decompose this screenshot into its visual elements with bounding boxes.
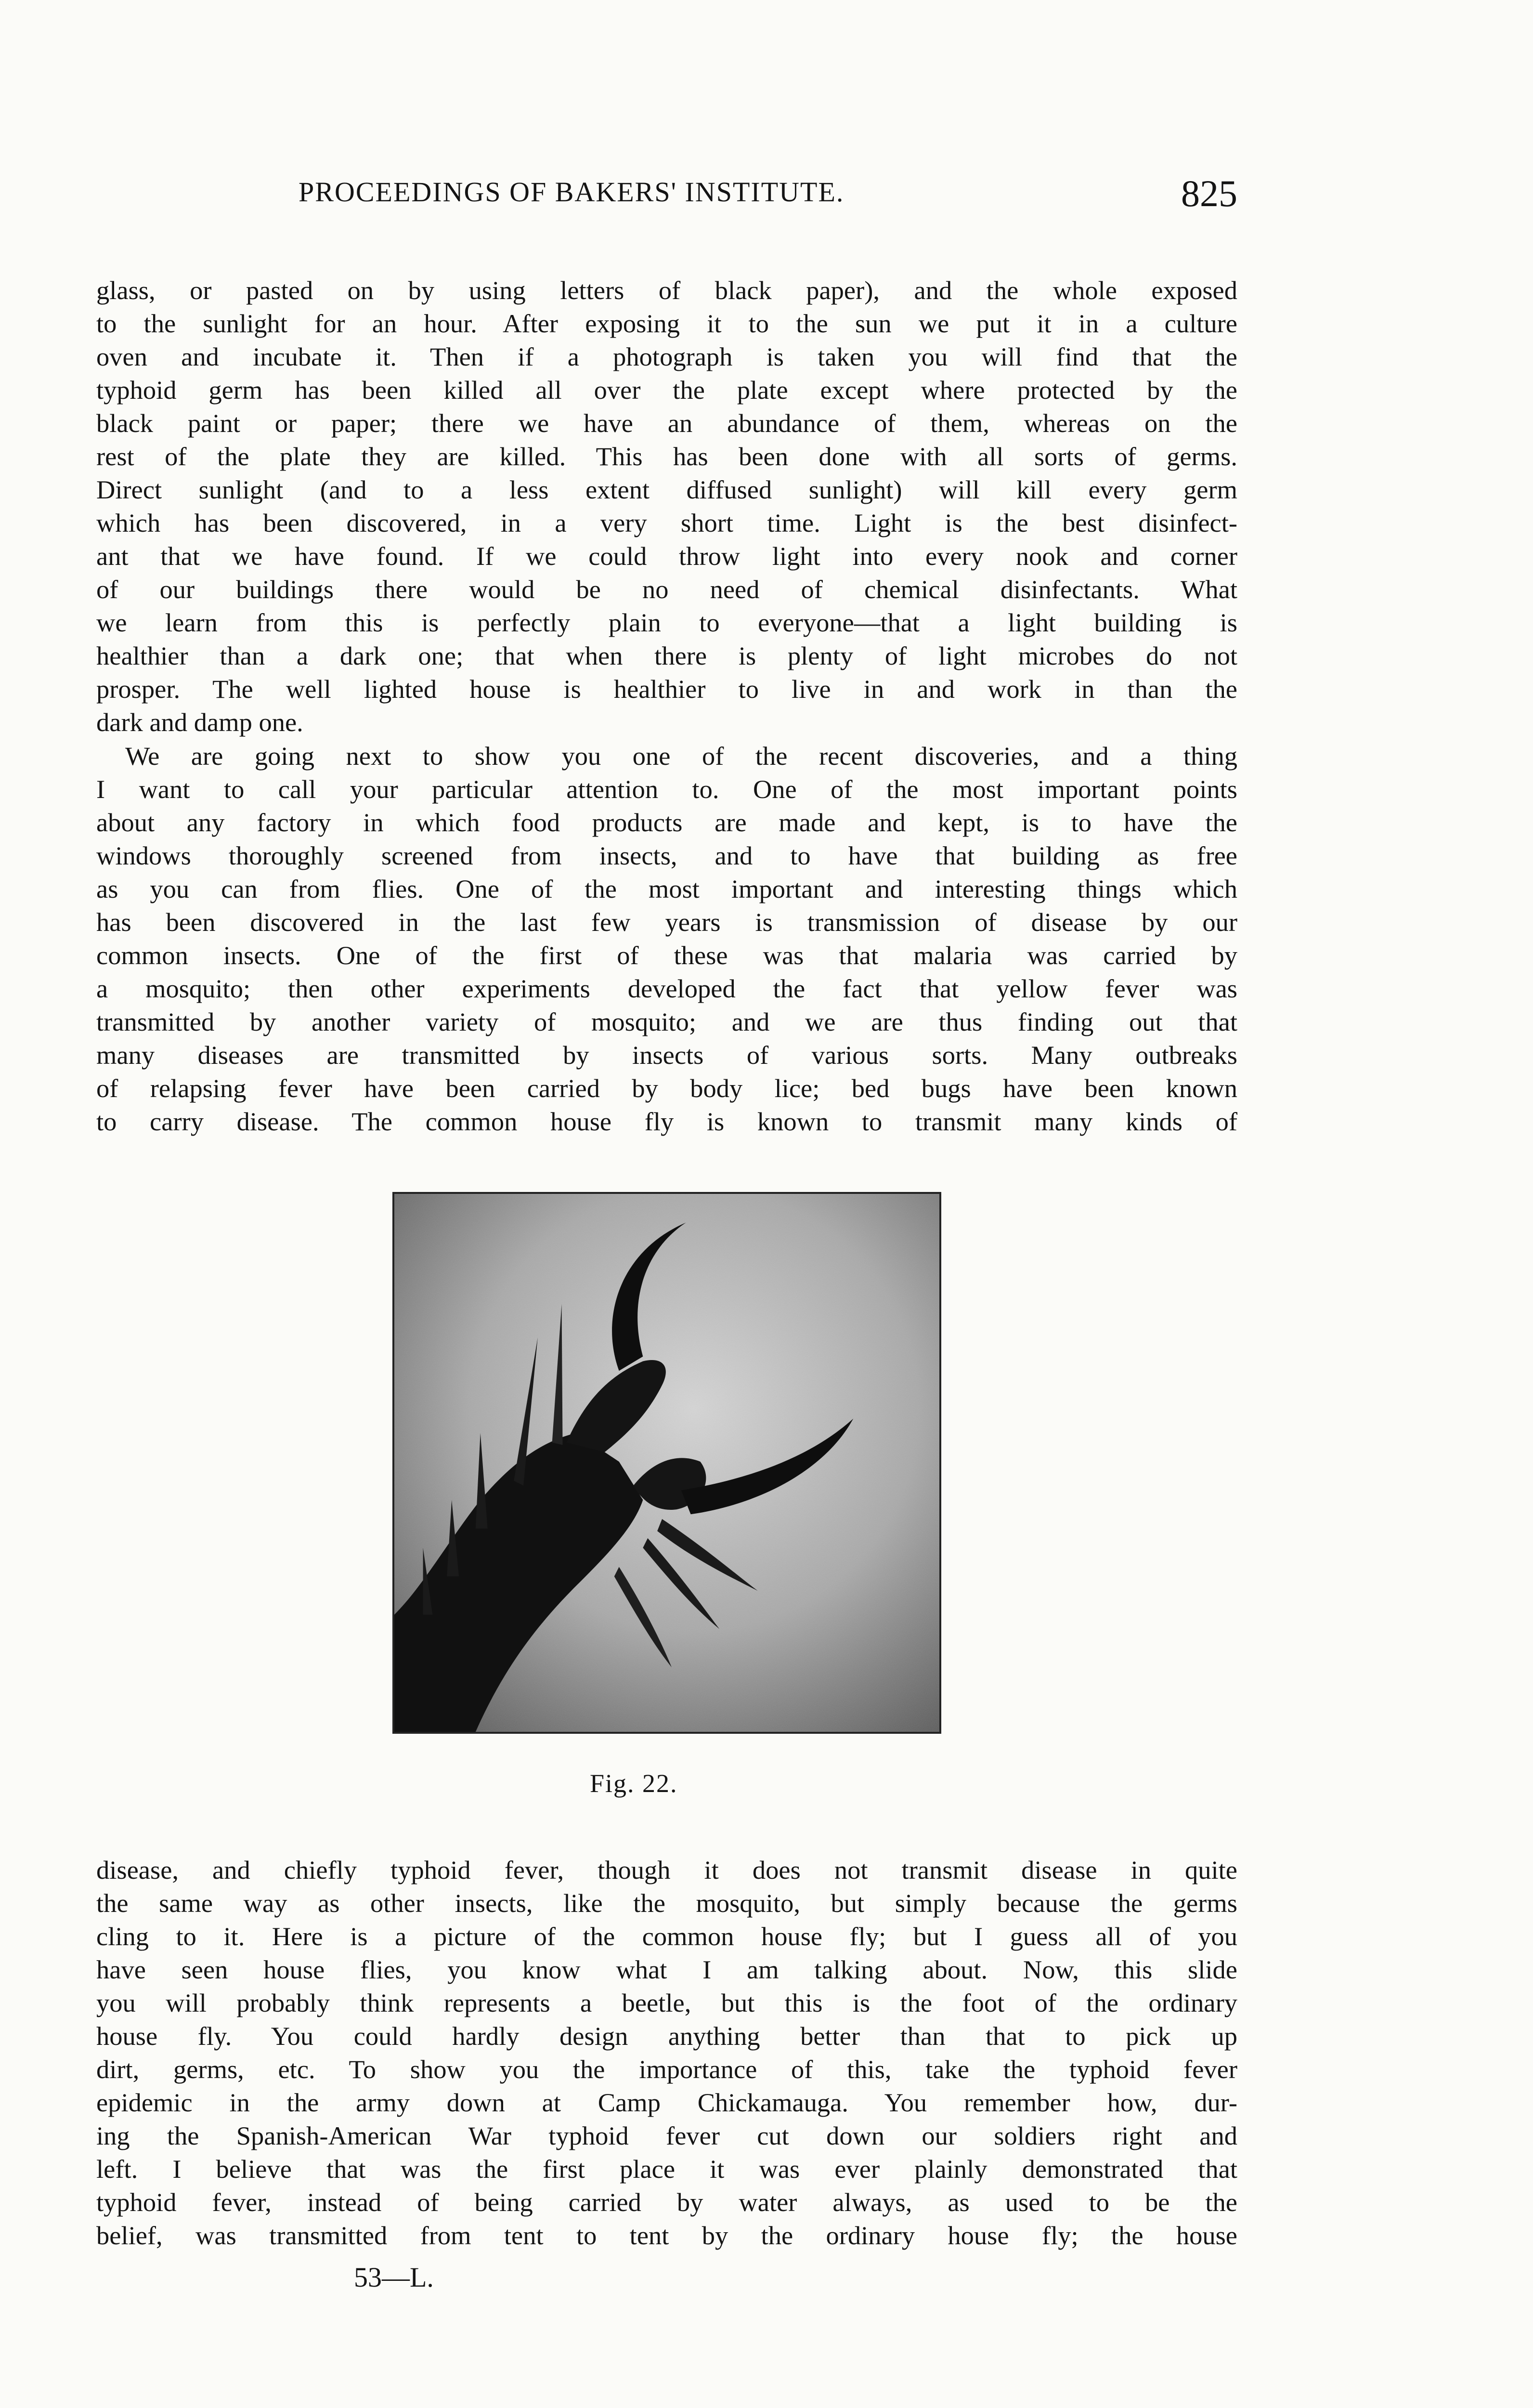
text-line: oven and incubate it. Then if a photograph is taken you will find that the <box>96 342 1237 371</box>
running-title: PROCEEDINGS OF BAKERS' INSTITUTE. <box>299 176 844 208</box>
text-line: house fly. You could hardly design anything better than that to pick up <box>96 2021 1237 2051</box>
text-line: a mosquito; then other experiments developed the fact that yellow fever was <box>96 974 1237 1003</box>
text-line: left. I believe that was the first place it was ever plainly demonstrated that <box>96 2154 1237 2184</box>
signature-mark: 53—L. <box>354 2262 434 2293</box>
text-line: ing the Spanish-American War typhoid fever cut down our soldiers right and <box>96 2121 1237 2150</box>
text-line: to the sunlight for an hour. After exposing it to the sun we put it in a culture <box>96 309 1237 338</box>
paragraph-3 <box>96 1853 1237 2252</box>
text-line: black paint or paper; there we have an abundance of them, whereas on the <box>96 408 1237 438</box>
text-line: dirt, germs, etc. To show you the importance of this, take the typhoid fever <box>96 2055 1237 2084</box>
text-line: of relapsing fever have been carried by body lice; bed bugs have been known <box>96 1073 1237 1103</box>
text-line: dark and damp one. <box>96 707 303 737</box>
text-line: have seen house flies, you know what I am talking about. Now, this slide <box>96 1955 1237 1984</box>
text-line: typhoid germ has been killed all over the plate except where protected by the <box>96 375 1237 405</box>
text-line: We are going next to show you one of the recent discoveries, and a thing <box>125 741 1237 771</box>
text-line: we learn from this is perfectly plain to everyone—that a light building is <box>96 608 1237 637</box>
paragraph-1 <box>96 274 1237 739</box>
text-line: to carry disease. The common house fly is known to transmit many kinds of <box>96 1107 1237 1136</box>
text-line: which has been discovered, in a very short time. Light is the best disinfect- <box>96 508 1237 537</box>
text-line: Direct sunlight (and to a less extent diffused sunlight) will kill every germ <box>96 475 1237 504</box>
text-line: windows thoroughly screened from insects, and to have that building as free <box>96 841 1237 870</box>
text-line: about any factory in which food products are made and kept, is to have the <box>96 808 1237 837</box>
text-line: the same way as other insects, like the mosquito, but simply because the germs <box>96 1888 1237 1918</box>
text-line: prosper. The well lighted house is healthier to live in and work in than the <box>96 674 1237 704</box>
figure-fly-foot-photo <box>392 1192 941 1734</box>
text-line: many diseases are transmitted by insects of various sorts. Many outbreaks <box>96 1040 1237 1070</box>
text-line: epidemic in the army down at Camp Chickamauga. You remember how, dur- <box>96 2088 1237 2117</box>
text-line: ant that we have found. If we could throw light into every nook and corner <box>96 541 1237 571</box>
paragraph-2 <box>96 739 1237 1138</box>
text-line: belief, was transmitted from tent to tent by the ordinary house fly; the house <box>96 2221 1237 2250</box>
text-line: disease, and chiefly typhoid fever, though it does not transmit disease in quite <box>96 1855 1237 1885</box>
text-line: has been discovered in the last few years is transmission of disease by our <box>96 907 1237 937</box>
text-line: you will probably think represents a beetle, but this is the foot of the ordinary <box>96 1988 1237 2017</box>
text-line: cling to it. Here is a picture of the common house fly; but I guess all of you <box>96 1922 1237 1951</box>
text-line: transmitted by another variety of mosquito; and we are thus finding out that <box>96 1007 1237 1036</box>
text-line: typhoid fever, instead of being carried by water always, as used to be the <box>96 2187 1237 2217</box>
text-line: glass, or pasted on by using letters of black paper), and the whole exposed <box>96 275 1237 305</box>
text-line: of our buildings there would be no need of chemical disinfectants. What <box>96 575 1237 604</box>
text-line: I want to call your particular attention to. One of the most important points <box>96 774 1237 804</box>
figure-caption: Fig. 22. <box>590 1769 678 1798</box>
page-number: 825 <box>1181 172 1237 214</box>
text-line: rest of the plate they are killed. This has been done with all sorts of germs. <box>96 442 1237 471</box>
text-line: healthier than a dark one; that when there is plenty of light microbes do not <box>96 641 1237 670</box>
text-line: common insects. One of the first of these was that malaria was carried by <box>96 941 1237 970</box>
text-line: as you can from flies. One of the most important and interesting things which <box>96 874 1237 903</box>
fly-foot-illustration <box>394 1194 939 1732</box>
page-header <box>96 172 1237 224</box>
